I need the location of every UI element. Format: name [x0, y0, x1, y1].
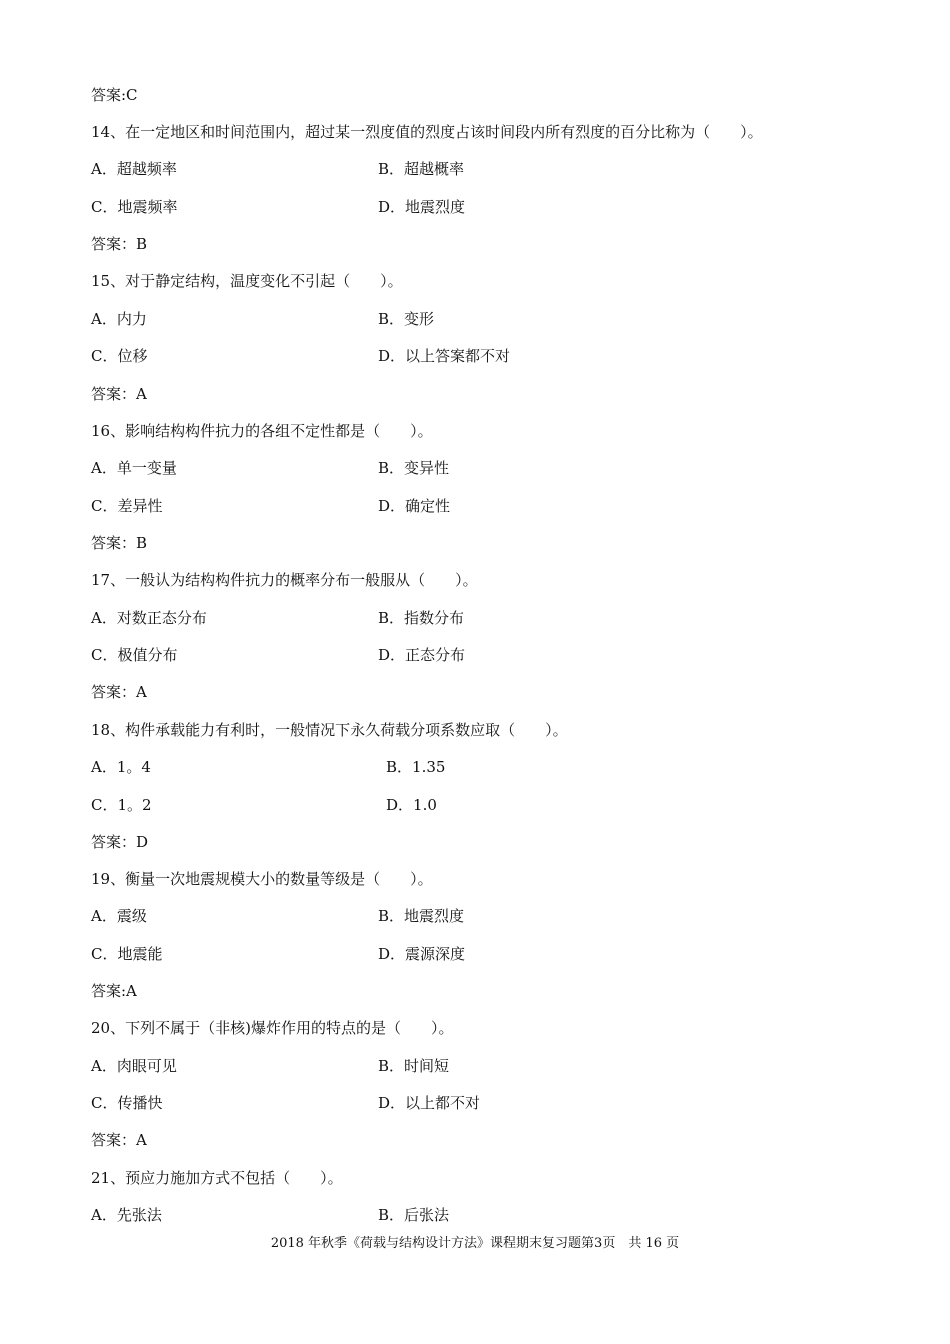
question-19-stem: 19、衡量一次地震规模大小的数量等级是（ ）。: [91, 870, 433, 888]
question-14-option-c: C．地震频率: [91, 198, 178, 216]
question-16-option-b: B．变异性: [378, 459, 450, 477]
question-20-option-d: D．以上都不对: [378, 1094, 481, 1112]
question-17-options-row-2: [91, 645, 851, 665]
question-21-option-a: A．先张法: [91, 1206, 162, 1224]
question-19-option-d: D．震源深度: [378, 945, 466, 963]
question-16-options-row-2: [91, 496, 851, 516]
answer-13: 答案:C: [91, 86, 138, 104]
question-14-option-a: A．超越频率: [91, 160, 177, 178]
question-14-option-d: D．地震烈度: [378, 198, 466, 216]
question-18-option-a: A．1。4: [91, 758, 151, 776]
question-15-option-a: A．内力: [91, 310, 147, 328]
question-14-answer: 答案：B: [91, 235, 148, 253]
question-14-options-row-2: [91, 197, 851, 217]
question-17-answer: 答案：A: [91, 683, 147, 701]
question-18-options-row-2: [91, 795, 851, 815]
question-17-options-row-1: [91, 608, 851, 628]
question-16-option-d: D．确定性: [378, 497, 451, 515]
question-15-option-c: C．位移: [91, 347, 148, 365]
question-21-stem: 21、预应力施加方式不包括（ ）。: [91, 1169, 343, 1187]
question-15-option-d: D．以上答案都不对: [378, 347, 511, 365]
question-14-options-row-1: [91, 159, 851, 179]
question-19-option-b: B．地震烈度: [378, 907, 465, 925]
question-20-options-row-2: [91, 1093, 851, 1113]
question-14-option-b: B．超越概率: [378, 160, 465, 178]
question-17-option-d: D．正态分布: [378, 646, 466, 664]
question-17-option-c: C．极值分布: [91, 646, 178, 664]
question-15-options-row-1: [91, 309, 851, 329]
question-16-option-c: C．差异性: [91, 497, 163, 515]
question-21-option-b: B．后张法: [378, 1206, 450, 1224]
question-15-options-row-2: [91, 346, 851, 366]
question-21-options-row-1: [91, 1205, 851, 1225]
question-20-stem: 20、下列不属于（非核)爆炸作用的特点的是（ ）。: [91, 1019, 454, 1037]
question-17-option-a: A．对数正态分布: [91, 609, 207, 627]
question-20-option-c: C．传播快: [91, 1094, 163, 1112]
question-15-answer: 答案：A: [91, 385, 147, 403]
question-18-answer: 答案：D: [91, 833, 149, 851]
question-17-option-b: B．指数分布: [378, 609, 465, 627]
question-19-option-a: A．震级: [91, 907, 147, 925]
question-18-stem: 18、构件承载能力有利时，一般情况下永久荷载分项系数应取（ ）。: [91, 721, 568, 739]
question-19-options-row-1: [91, 906, 851, 926]
question-19-option-c: C．地震能: [91, 945, 163, 963]
question-16-options-row-1: [91, 458, 851, 478]
question-20-options-row-1: [91, 1056, 851, 1076]
question-17-stem: 17、一般认为结构构件抗力的概率分布一般服从（ ）。: [91, 571, 478, 589]
question-20-answer: 答案：A: [91, 1131, 147, 1149]
question-19-options-row-2: [91, 944, 851, 964]
question-19-answer: 答案:A: [91, 982, 137, 1000]
question-16-answer: 答案：B: [91, 534, 148, 552]
question-18-option-c: C．1。2: [91, 796, 152, 814]
question-16-option-a: A．单一变量: [91, 459, 177, 477]
question-15-stem: 15、对于静定结构，温度变化不引起（ ）。: [91, 272, 403, 290]
question-16-stem: 16、影响结构构件抗力的各组不定性都是（ ）。: [91, 422, 433, 440]
question-18-option-b: B．1.35: [386, 758, 446, 776]
question-20-option-b: B．时间短: [378, 1057, 450, 1075]
question-14-stem: 14、在一定地区和时间范围内，超过某一烈度值的烈度占该时间段内所有烈度的百分比称为（ ）。: [91, 123, 763, 141]
page-footer: 2018 年秋季《荷载与结构设计方法》课程期末复习题第3页 共 16 页: [270, 1236, 680, 1251]
question-18-option-d: D．1.0: [386, 796, 437, 814]
question-15-option-b: B．变形: [378, 310, 435, 328]
question-18-options-row-1: [91, 757, 851, 777]
question-20-option-a: A．肉眼可见: [91, 1057, 177, 1075]
